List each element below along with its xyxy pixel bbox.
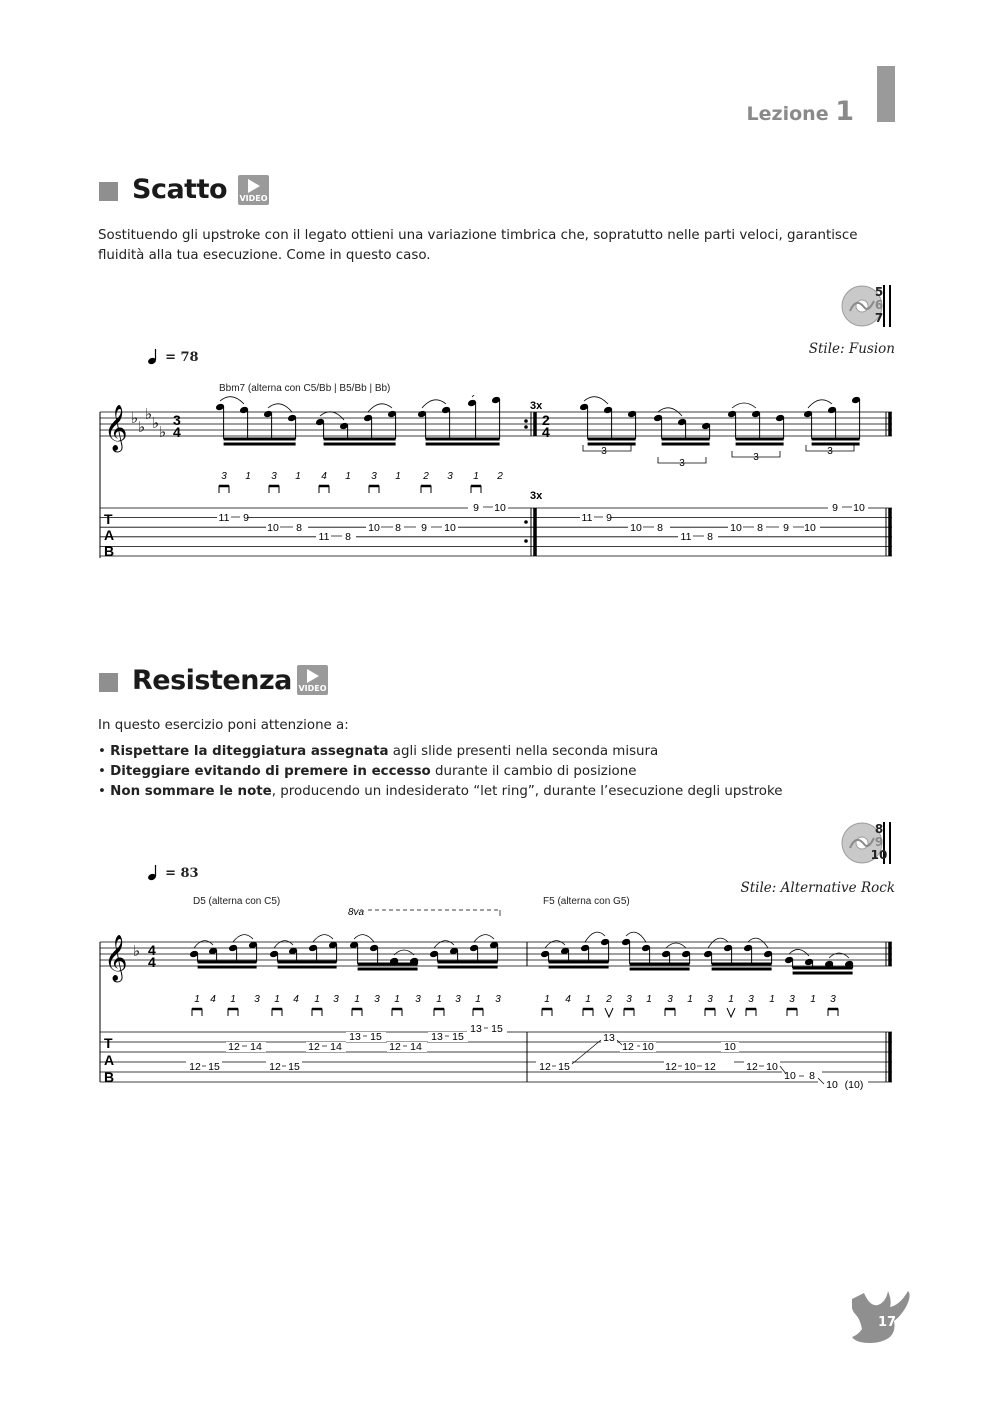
slur	[789, 949, 809, 956]
tempo-marking	[148, 346, 199, 365]
tab-note: 11	[218, 512, 230, 524]
tab-note: 11	[581, 512, 593, 524]
time-sig-2-bottom: 4	[542, 424, 550, 440]
bullet-rest: durante il cambio di posizione	[430, 764, 637, 779]
tab-note: 12	[622, 1041, 634, 1053]
triplet-2: 3	[679, 458, 685, 469]
finger: 3	[667, 994, 673, 1005]
bullet-item: • Rispettare la diteggiatura assegnata agli slide presenti nella seconda misura	[98, 744, 659, 759]
bullet-bold: Diteggiare evitando di premere in eccesso	[110, 764, 431, 779]
slur	[368, 404, 392, 412]
upstroke-icon	[727, 1008, 735, 1017]
time-sig-top: 3	[173, 412, 181, 428]
finger: 3	[374, 994, 380, 1005]
tab-note: 8	[296, 522, 302, 534]
tempo-value: = 83	[165, 866, 199, 881]
finger: 3	[495, 994, 501, 1005]
finger: 4	[565, 994, 571, 1005]
cd-track-1: 5	[874, 285, 884, 299]
tab-note: 10	[766, 1061, 778, 1073]
page-number: 17	[878, 1315, 897, 1330]
measure-1-notes	[189, 935, 499, 969]
fingering-row-m2	[544, 994, 836, 1005]
finger: 2	[497, 471, 503, 482]
finger: 1	[230, 994, 236, 1005]
play-icon	[307, 669, 319, 683]
tab-note: 13	[603, 1032, 615, 1044]
finger: 3	[415, 994, 421, 1005]
finger: 3	[789, 994, 795, 1005]
fingering-row-m1	[194, 994, 501, 1005]
tab-note: 10	[804, 522, 816, 534]
cd-track-2: 6	[874, 298, 884, 312]
bullet-bold: Rispettare la diteggiatura assegnata	[110, 744, 389, 759]
notation-system-resistenza	[96, 900, 896, 1090]
tab-note: 10	[630, 522, 642, 534]
tab-note: 10	[684, 1061, 696, 1073]
svg-text:♭: ♭	[145, 406, 153, 423]
slur	[220, 397, 244, 404]
scatto-intro: Sostituendo gli upstroke con il legato ottieni una variazione timbrica che, sopratutto nelle parti veloci, garantisce fluidità alla tua esecuzione. Come in questo caso.	[98, 228, 858, 263]
slur	[268, 404, 292, 412]
tab-note: 12	[746, 1061, 758, 1073]
page-mascot	[852, 1285, 918, 1347]
finger: 3	[447, 471, 453, 482]
lesson-header-bar	[877, 66, 895, 122]
measure-2-notes	[579, 396, 861, 444]
triplet-3: 3	[753, 452, 759, 463]
tab-a: A	[104, 527, 115, 543]
tab-b: B	[104, 1069, 115, 1085]
tab-note: 12	[389, 1041, 401, 1053]
cd-icon	[840, 281, 900, 331]
tab-note: 15	[370, 1031, 382, 1043]
staff-lines	[100, 412, 892, 436]
finger: 1	[194, 994, 200, 1005]
finger: 1	[769, 994, 775, 1005]
slur	[313, 935, 333, 942]
tab-note: 13	[349, 1031, 361, 1043]
video-button-scatto[interactable]	[238, 175, 269, 205]
treble-clef-icon: 𝄞	[104, 936, 128, 980]
tab-note: 8	[809, 1070, 815, 1082]
finger: 3	[830, 994, 836, 1005]
tempo-value: = 78	[165, 350, 199, 365]
finger: 3	[254, 994, 260, 1005]
tab-numbers-m2	[536, 1032, 868, 1090]
section-title-scatto: Scatto	[132, 174, 228, 205]
tab-note: 9	[473, 502, 479, 514]
tab-connectors-2	[202, 1028, 824, 1084]
tab-note: 10	[642, 1041, 654, 1053]
triplet-4: 3	[827, 446, 833, 457]
slur	[584, 397, 608, 404]
picking-symbols	[192, 1008, 838, 1017]
finger: 4	[321, 471, 327, 482]
lesson-label: Lezione	[746, 103, 829, 125]
slur	[732, 403, 756, 408]
slur	[474, 935, 494, 942]
chord-label-2: F5 (alterna con G5)	[543, 896, 630, 907]
finger: 3	[333, 994, 339, 1005]
repeat-count-tab: 3x	[530, 490, 543, 502]
finger: 3	[371, 471, 377, 482]
bullet-item: • Diteggiare evitando di premere in eccesso durante il cambio di posizione	[98, 764, 637, 779]
time-sig-2-top: 2	[542, 412, 550, 428]
finger: 1	[810, 994, 816, 1005]
tab-note: 10	[444, 522, 456, 534]
tab-a: A	[104, 1052, 115, 1068]
cd-track-badge-scatto[interactable]	[840, 281, 900, 331]
tab-note: 9	[606, 512, 612, 524]
tab-note: 10	[853, 502, 865, 514]
cd-track-3: 10	[870, 848, 888, 862]
tab-note: 13	[470, 1023, 482, 1035]
tab-numbers-m1	[186, 1023, 507, 1073]
quarter-note-icon	[148, 865, 160, 881]
tab-note: 9	[421, 522, 427, 534]
tempo-marking	[148, 862, 199, 881]
cd-track-2: 9	[874, 835, 884, 849]
tab-note: 14	[330, 1041, 342, 1053]
lesson-number: 1	[835, 96, 854, 127]
finger: 1	[354, 994, 360, 1005]
tab-note: 15	[452, 1031, 464, 1043]
tab-note: 10	[784, 1070, 796, 1082]
tab-b: B	[104, 543, 115, 559]
quarter-note-icon	[148, 349, 160, 365]
chord-label: Bbm7 (alterna con C5/Bb | B5/Bb | Bb)	[219, 383, 391, 394]
repeat-count: 3x	[530, 400, 543, 412]
style-label: Stile: Alternative Rock	[740, 880, 895, 896]
video-label: VIDEO	[298, 684, 327, 693]
finger: 1	[475, 994, 481, 1005]
lesson-header	[747, 96, 854, 127]
finger: 1	[728, 994, 734, 1005]
finger: 1	[687, 994, 693, 1005]
style-label: Stile: Fusion	[808, 341, 895, 357]
slur	[808, 400, 832, 408]
tab-note: 12	[539, 1061, 551, 1073]
finger: 4	[293, 994, 299, 1005]
finger: 1	[473, 471, 479, 482]
finger: 3	[748, 994, 754, 1005]
tab-note: 11	[318, 531, 330, 543]
bullet-bold: Non sommare le note	[110, 784, 272, 799]
tab-note: 14	[410, 1041, 422, 1053]
svg-text:♭: ♭	[138, 419, 146, 436]
cd-track-badge-resistenza[interactable]	[840, 818, 900, 868]
upstroke-icon	[605, 1008, 613, 1017]
tab-note: 8	[757, 522, 763, 534]
video-button-resistenza[interactable]	[297, 665, 328, 695]
tab-note: 15	[208, 1061, 220, 1073]
finger: 1	[295, 471, 301, 482]
tab-note: 15	[558, 1061, 570, 1073]
slur	[233, 935, 253, 942]
tab-note: 10	[826, 1079, 838, 1090]
finger: 3	[707, 994, 713, 1005]
finger: 1	[585, 994, 591, 1005]
time-sig-bottom: 4	[173, 424, 181, 440]
tab-note: 8	[345, 531, 351, 543]
fingering-row	[221, 471, 503, 482]
slur	[472, 395, 496, 397]
finger: 1	[345, 471, 351, 482]
finger: 1	[394, 994, 400, 1005]
bullet-item: • Non sommare le note, producendo un indesiderato “let ring”, durante l’esecuzione degli upstroke	[98, 784, 783, 799]
tab-note: 12	[704, 1061, 716, 1073]
play-icon	[248, 179, 260, 193]
svg-text:♭: ♭	[152, 415, 160, 432]
key-signature-flat: ♭	[133, 943, 141, 960]
finger: 3	[455, 994, 461, 1005]
finger: 1	[395, 471, 401, 482]
finger: 1	[314, 994, 320, 1005]
time-sig-bottom: 4	[148, 954, 156, 970]
finger: 1	[245, 471, 251, 482]
slur	[320, 412, 344, 420]
tab-note: 10	[267, 522, 279, 534]
tab-lines	[100, 1032, 892, 1082]
finger: 3	[271, 471, 277, 482]
tab-note: 12	[189, 1061, 201, 1073]
tab-note: 8	[707, 531, 713, 543]
tab-note: 12	[228, 1041, 240, 1053]
tab-note: 9	[243, 512, 249, 524]
section-square-icon	[99, 182, 118, 201]
tab-note: 10	[724, 1041, 736, 1053]
tab-note: 8	[657, 522, 663, 534]
tab-t: T	[104, 1035, 113, 1051]
finger: 3	[221, 471, 227, 482]
finger: 2	[606, 994, 612, 1005]
tab-note: 10	[494, 502, 506, 514]
tab-note: 13	[431, 1031, 443, 1043]
resistenza-intro: In questo esercizio poni attenzione a:	[98, 718, 349, 733]
slur	[354, 935, 374, 942]
tab-note: 8	[395, 522, 401, 534]
finger: 1	[274, 994, 280, 1005]
finger: 3	[626, 994, 632, 1005]
tab-note: 10	[368, 522, 380, 534]
finger: 4	[210, 994, 216, 1005]
measure-1-notes	[215, 395, 501, 444]
finger: 1	[544, 994, 550, 1005]
tab-note: 12	[665, 1061, 677, 1073]
tab-note: 9	[783, 522, 789, 534]
downstroke-symbols	[219, 486, 481, 493]
tab-note: 11	[680, 531, 692, 543]
tab-note: 12	[269, 1061, 281, 1073]
bullet-rest: , producendo un indesiderato “let ring”, durante l’esecuzione degli upstroke	[271, 784, 783, 799]
svg-text:♭: ♭	[159, 424, 167, 441]
tab-note: 9	[832, 502, 838, 514]
tab-note: (10)	[844, 1079, 864, 1090]
cd-track-3: 7	[874, 311, 884, 325]
section-title-resistenza: Resistenza	[132, 665, 292, 696]
triplet-brackets	[583, 445, 854, 463]
tab-note: 15	[288, 1061, 300, 1073]
tab-note: 14	[250, 1041, 262, 1053]
time-sig-top: 4	[148, 942, 156, 958]
finger: 2	[423, 471, 429, 482]
cd-track-1: 8	[874, 822, 884, 836]
chord-label-1: D5 (alterna con C5)	[193, 896, 281, 907]
tab-note: 12	[308, 1041, 320, 1053]
finger: 1	[436, 994, 442, 1005]
slur	[666, 943, 686, 948]
svg-text:♭: ♭	[131, 410, 139, 427]
section-square-icon	[99, 673, 118, 692]
finger: 1	[646, 994, 652, 1005]
tab-note: 10	[730, 522, 742, 534]
video-label: VIDEO	[239, 194, 268, 203]
slur	[422, 400, 446, 408]
tab-t: T	[104, 511, 113, 527]
bullet-rest: agli slide presenti nella seconda misura	[388, 744, 659, 759]
notation-system-scatto	[96, 395, 896, 565]
ottava-marking: 8va	[348, 907, 365, 918]
triplet-1: 3	[601, 446, 607, 457]
measure-2-notes	[540, 932, 854, 973]
tab-note: 15	[491, 1023, 503, 1035]
treble-clef-icon: 𝄞	[104, 406, 128, 450]
